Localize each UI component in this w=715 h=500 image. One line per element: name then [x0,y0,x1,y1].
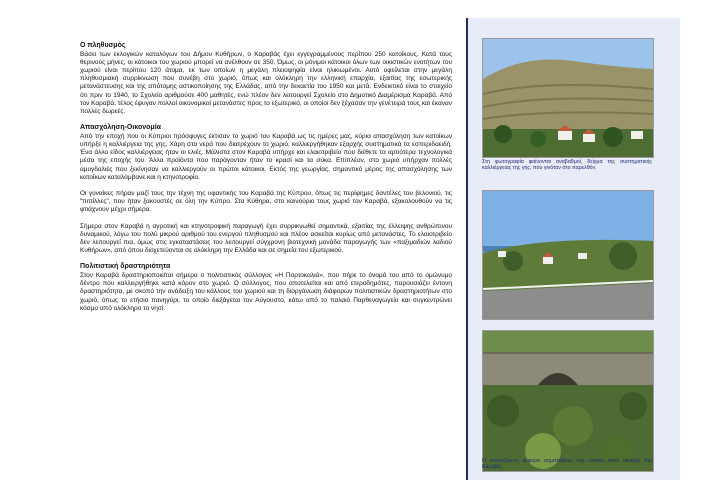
village-road-photo [482,190,654,320]
section-heading-population: Ο πληθυσμός [80,42,126,49]
photo-sidebar [468,18,680,480]
economy-paragraph-1: Από την εποχή που οι Κύπριοι πρόσφυγες έκτισαν το χωριό του Καραβά ως τις ημέρες μας, κύρια απασχόληση των κατοίκων υπήρξε η καλλιέργεια της γης. Χάρη στα νερά που διατρέχουν το χωριό, καλλιεργήθηκαν εξαρχής συστηματικά τα εσπεριδοειδή. Ένα άλλο είδος καλλιέργειας ήταν οι ελιές. Μάλιστα στον Καραβά υπήρχε και ελαιοτριβείο που διέθετε τα αρτιότερα τεχνολογικά μέσα της εποχής του. Άλλα προϊόντα που παράγονταν ήταν το κρασί και τα σύκα. Επιπλέον, στο χωριό υπήρχαν πολλές αμυγδαλιές που ξεκίνησαν να καλλιεργούν οι πρώτοι κάτοικοι. Εκτός της γεωργίας, σημαντικό μέρος της απασχόλησης των κατοίκων καταλάμβανε και η κτηνοτροφία. [80,132,452,181]
population-paragraph: Βάσει των εκλογικών καταλόγων του Δήμου Κυθήρων, ο Καραβάς έχει εγγεγραμμένους περίπου 250 κατοίκους. Κατά τους θερινούς μήνες, οι κάτοικοι του χωριού μπορεί να ανέλθουν σε 350. Όμως, οι μόνιμοι κάτοικοι όλων των οικιστικών ενοτήτων του χωριού είναι περίπου 120 άτομα, εκ των οποίων η μεγάλη πλειοψηφία είναι ηλικιωμένοι. Αυτό οφείλεται στην μεγάλη πληθυσμιακή συρρίκνωση που συνέβη στο χωριό, όπως και ολόκληρη την ελληνική επαρχία, εξαιτίας της εσωτερικής μετανάστευσης και της απότομης αστικοποίησης της Ελλάδας, από την δεκαετία του 1950 και μετά. Ενδεικτικό είναι το στοιχείο ότι πριν το 1940, το Σχολείο αριθμούσε 400 μαθητές, ενώ πλέον δεν λειτουργεί Σχολείο στο Δημοτικό Διαμέρισμα Καραβά. Από τον Καραβά, τέλος έφυγαν πολλοί οικονομικοί μετανάστες προς το εξωτερικό, οι οποίοι δεν ξέχασαν την γενέτειρά τους και έκαναν πολλές δωρεές. [80,50,452,116]
stone-bridge-photo [482,330,654,472]
terraces-photo [482,38,654,158]
culture-paragraph: Στον Καραβά δραστηριοποιείται σήμερα ο πολιτιστικός σύλλογος «Η Πορτοκαλιά», που πήρε το όνομά του από το ομώνυμο δέντρο που καλλιεργήθηκε κατά κόρον στο χωριό. Ο σύλλογος, που αποτελείται και από ετεροδημότες, παρουσιάζει έντονη δραστηριότητα, με σκοπό την ανάδειξη του κάλλους του χωριού και τη διοργάνωση διάφορων πολιτιστικών δραστηριοτήτων στο χωριό, όπως το ετήσιο πανηγύρι, το οποίο διεξάγεται τον Αύγουστο, κάτω από το παλαιό Παρθεναγωγείο και συγκεντρώνει κόσμο από ολόκληρο το νησί. [80,272,452,312]
terraces-caption: Στη φωτογραφία φαίνονται αναβαθμοί, δείγμα της συστηματικής καλλιέργειας της γης, που γινόταν στο παρελθόν. [482,159,652,172]
bridge-caption: Η εικονιζόμενη γέφυρα σηματοδοτεί την είσοδο στον οικισμό του Καραβά. [482,458,652,471]
main-text-column [80,42,452,313]
economy-paragraph-2: Οι γυναίκες πήραν μαζί τους την τέχνη της υφαντικής του Καραβά της Κύπρου, όπως τις περίφημες δαντέλες του βελονιού, τις “πιπίλλες”, που ήταν ξακουστές σε όλη την Κύπρο. Στα Κύθηρα, στο καινούριο τους χωριό τον Καραβά, εξακολουθούν να τις φτιάχνουν μέχρι σήμερα. [80,190,452,214]
economy-paragraph-3: Σήμερα στον Καραβά η αγροτική και κτηνοτροφική παραγωγή έχει συρρικνωθεί σημαντικά, εξαιτίας της έλλειψης ανθρώπινου δυναμικού, λόγω του πολύ μικρού αριθμού του ενεργού πληθυσμού και πλέον ασκείται κυρίως από μετανάστες. Το ελαιοτριβείο δεν λειτουργεί πια, όμως στις εγκαταστάσεις του λειτουργεί σύγχρονη βιοτεχνική μονάδα παραγωγής των «παξιμαδιών λαδιού Κυθήρων», από όπου διοχετεύονται σε ολόκληρη την Ελλάδα και σε σημεία του εξωτερικού. [80,222,452,255]
section-heading-culture: Πολιτιστική δραστηριότητα [80,263,171,271]
section-heading-economy: Απασχόληση-Οικονομία [80,124,161,132]
